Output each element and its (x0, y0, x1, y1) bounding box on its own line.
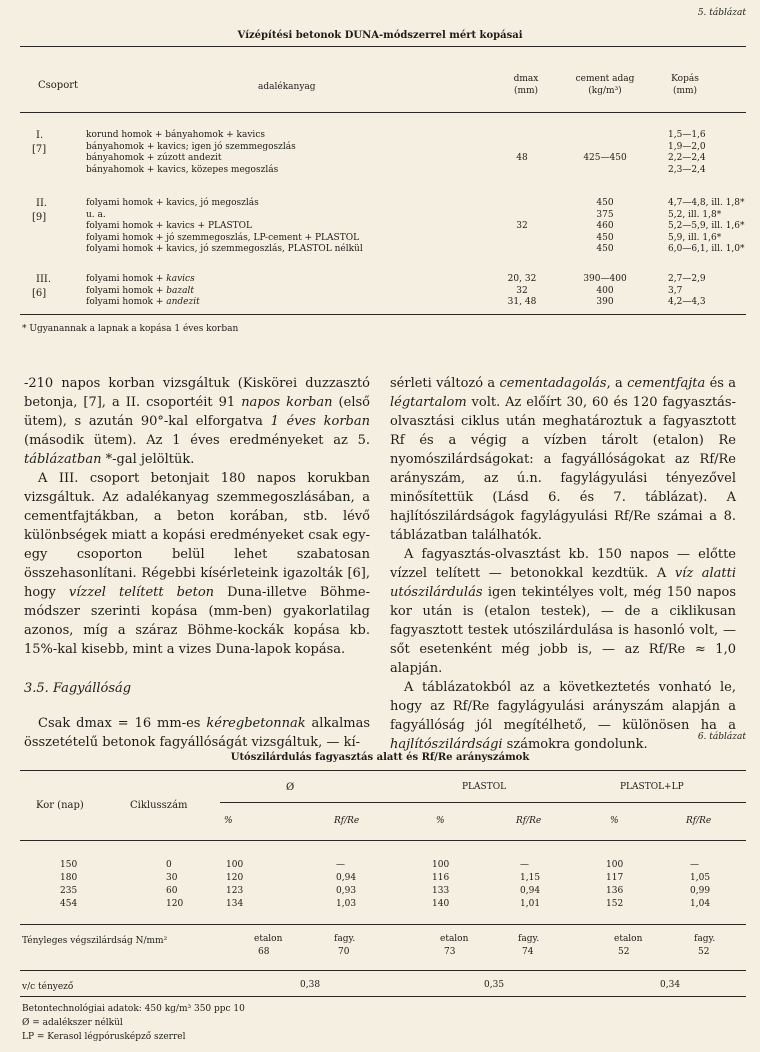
t6-cell-g2-pct: 116 (432, 873, 450, 883)
t6-sub-ratio-1: Rf/Re (334, 816, 360, 826)
section-heading: 3.5. Fagyállóság (24, 681, 132, 696)
t6-header-group-plastol-lp: PLASTOL+LP (620, 782, 684, 792)
t6-strength-etalon-value: 68 (258, 947, 270, 957)
t6-note-3: LP = Kerasol légpórusképző szerrel (22, 1032, 186, 1042)
t5-adalek: folyami homok + kavics + PLASTOL (86, 221, 252, 231)
t6-cell-ciklus: 0 (166, 860, 172, 870)
t6-cell-g3-pct: 152 (606, 899, 624, 909)
t6-cell-g2-ratio: 1,15 (520, 873, 541, 883)
t5-cement: 390—400 (583, 274, 627, 284)
t6-cell-ciklus: 120 (166, 899, 184, 909)
right-paragraph-1: sérleti változó a cementadagolás, a cementfajta és a légtartalom volt. Az előírt 30, 60 és 120 fagyasztás-olvasztási ciklus után meghatároztuk a fagyasztott Rf és a végig a vízben tárolt (etalon) Re nyomószilárdságokat: a fagyállóságokat az Rf/Re arányszám, az ú.n. fagylágyulási tényezővel minősítettük (Lásd 6. és 7. táblázat). A hajlítószilárdságok fagylágyulási Rf/Re számai a 8. táblázatban találhatók. (390, 376, 736, 543)
t5-cement: 390 (596, 297, 614, 307)
t5-header-dmax-unit: (mm) (513, 86, 539, 96)
t6-strength-fagy-value: 52 (698, 947, 710, 957)
t6-cell-g3-ratio: — (690, 860, 699, 870)
t6-vc-label: v/c tényező (22, 982, 74, 992)
t5-kopas: 2,2—2,4 (668, 153, 706, 163)
left-column (24, 374, 370, 752)
t5-header-csoport: Csoport (38, 80, 79, 91)
table5-number: 5. táblázat (697, 8, 746, 18)
t6-cell-g2-ratio: 0,94 (520, 886, 541, 896)
t5-dmax: 31, 48 (507, 297, 537, 307)
right-column (390, 374, 736, 754)
t6-cell-kor: 235 (60, 886, 78, 896)
table6-title: Utószilárdulás fagyasztás alatt és Rf/Re arányszámok (230, 752, 530, 763)
t6-strength-label: Tényleges végszilárdság N/mm² (22, 936, 168, 946)
t5-group-label: I. (36, 130, 44, 141)
t5-adalek: bányahomok + kavics, közepes megoszlás (86, 164, 279, 175)
t6-cell-g1-pct: 123 (226, 886, 244, 896)
t5-group-ref: [9] (32, 212, 47, 223)
t5-group-ref: [6] (32, 288, 47, 299)
t5-kopas: 2,7—2,9 (668, 274, 706, 284)
t6-vc-1: 0,38 (300, 980, 321, 990)
t6-cell-g3-ratio: 0,99 (690, 886, 711, 896)
t6-cell-ciklus: 60 (166, 886, 178, 896)
t6-header-ciklus: Ciklusszám (130, 800, 188, 811)
t6-cell-g1-ratio: 1,03 (336, 899, 357, 909)
t6-sub-pct-1: % (224, 816, 233, 826)
t5-adalek: folyami homok + jó szemmegoszlás, LP-cement + PLASTOL (86, 232, 360, 243)
t6-vc-3: 0,34 (660, 980, 681, 990)
t6-strength-fagy-label: fagy. (518, 934, 540, 944)
t5-header-cement-unit: (kg/m³) (588, 86, 622, 96)
t6-cell-g1-pct: 120 (226, 873, 244, 883)
t5-adalek: bányahomok + kavics; igen jó szemmegoszlás (86, 141, 296, 152)
t5-dmax: 48 (516, 153, 528, 163)
table5-footnote: * Ugyanannak a lapnak a kopása 1 éves korban (22, 324, 239, 334)
t6-cell-g3-ratio: 1,04 (690, 899, 711, 909)
t6-cell-g1-ratio: — (336, 860, 345, 870)
t6-header-group-none: Ø (286, 782, 295, 793)
right-paragraph-3: A táblázatokból az a következtetés vonható le, hogy az Rf/Re fagylágyulási arányszám alapján a fagyállóság jól megítélhető, — különösen ha a hajlítószilárdsági számokra gondolunk. (390, 680, 736, 752)
t6-strength-fagy-value: 70 (338, 947, 350, 957)
t6-strength-etalon-value: 73 (444, 947, 456, 957)
t6-strength-etalon-label: etalon (440, 934, 469, 944)
t6-strength-etalon-label: etalon (254, 934, 283, 944)
t6-cell-g1-pct: 134 (226, 899, 244, 909)
t6-note-1: Betontechnológiai adatok: 450 kg/m³ 350 ppc 10 (22, 1004, 245, 1014)
t5-kopas: 4,7—4,8, ill. 1,8* (668, 198, 745, 208)
t6-cell-g2-ratio: — (520, 860, 529, 870)
t5-kopas: 5,2, ill. 1,8* (668, 209, 722, 220)
t6-cell-g3-ratio: 1,05 (690, 873, 711, 883)
t5-header-dmax: dmax (513, 74, 539, 84)
t6-header-kor: Kor (nap) (36, 800, 84, 811)
t6-strength-etalon-value: 52 (618, 947, 630, 957)
t6-strength-etalon-label: etalon (614, 934, 643, 944)
t5-dmax: 32 (516, 221, 528, 231)
t6-note-2: Ø = adalékszer nélkül (22, 1018, 123, 1028)
t6-sub-ratio-2: Rf/Re (516, 816, 542, 826)
table5-title: Vízépítési betonok DUNA-módszerrel mért kopásai (237, 30, 523, 41)
t5-group-label: II. (36, 198, 48, 209)
t5-dmax: 32 (516, 285, 528, 296)
t5-kopas: 5,9, ill. 1,6* (668, 232, 722, 243)
t6-cell-g2-ratio: 1,01 (520, 899, 541, 909)
left-paragraph-2: A III. csoport betonjait 180 napos korukban vizsgáltuk. Az adalékanyag szemmegoszlásában, a cementfajtákban, a beton korában, stb. lévő különbségek miatt a kopási eredményeket csak egy-egy csoporton belül lehet szabatosan összehasonlítani. Régebbi kísérleteink igazolták [6], hogy vízzel telített beton Duna-illetve Böhme-módszer szerinti kopása (mm-ben) gyakorlatilag azonos, míg a száraz Böhme-kockák kopása kb. 15%-kal kisebb, mint a vizes Duna-lapok kopása. (24, 471, 370, 657)
t6-cell-g3-pct: 100 (606, 860, 624, 870)
left-paragraph-3: Csak dmax = 16 mm-es kéregbetonnak alkalmas összetételű betonok fagyállóságát vizsgáltuk, — kí- (24, 716, 370, 750)
t6-strength-fagy-label: fagy. (334, 934, 356, 944)
t5-adalek: folyami homok + andezit (86, 297, 200, 307)
t5-kopas: 3,7 (668, 285, 683, 296)
t5-kopas: 1,5—1,6 (668, 130, 706, 140)
t5-header-kopas: Kopás (671, 74, 699, 84)
t6-cell-g2-pct: 100 (432, 860, 450, 870)
t5-kopas: 1,9—2,0 (668, 141, 706, 152)
t6-strength-fagy-label: fagy. (694, 934, 716, 944)
t6-sub-pct-3: % (610, 816, 619, 826)
left-paragraph-1: -210 napos korban vizsgáltuk (Kiskörei duzzasztó betonja, [7], a II. csoportéit 91 napos korban (első ütem), s azután 90°-kal elforgatva 1 éves korban (második ütem). Az 1 éves eredményeket az 5. táblázatban *-gal jelöltük. (24, 376, 370, 467)
t5-cement: 450 (596, 244, 614, 254)
t5-cement: 450 (596, 232, 614, 243)
t5-kopas: 5,2—5,9, ill. 1,6* (668, 221, 745, 231)
t5-adalek: u. a. (86, 209, 106, 220)
right-paragraph-2: A fagyasztás-olvasztást kb. 150 napos — előtte vízzel telített — betonokkal kezdtük. A víz alatti utószilárdulás igen tekintélyes volt, még 150 napos kor után is (etalon testek), — de a ciklikusan fagyasztott testek utószilárdulása is hasonló volt, — sőt esetenként még jobb is, — az Rf/Re ≈ 1,0 alapján. (390, 547, 737, 676)
t6-cell-kor: 180 (60, 873, 78, 883)
t6-sub-pct-2: % (436, 816, 445, 826)
t5-adalek: folyami homok + kavics (86, 274, 195, 284)
t5-cement: 400 (596, 285, 614, 296)
t6-cell-g1-ratio: 0,93 (336, 886, 357, 896)
t6-cell-g2-pct: 133 (432, 886, 450, 896)
t5-cement: 425—450 (583, 153, 627, 163)
t6-cell-g3-pct: 117 (606, 873, 624, 883)
t6-vc-2: 0,35 (484, 980, 505, 990)
t5-header-cement: cement adag (575, 74, 635, 84)
t5-cement: 460 (596, 221, 614, 231)
t5-header-adalek: adalékanyag (258, 82, 316, 92)
t6-cell-g3-pct: 136 (606, 886, 624, 896)
t5-kopas: 6,0—6,1, ill. 1,0* (668, 244, 745, 254)
t5-cement: 450 (596, 198, 614, 208)
t6-sub-ratio-3: Rf/Re (686, 816, 712, 826)
t5-adalek: folyami homok + kavics, jó megoszlás (86, 198, 259, 208)
t6-header-group-plastol: PLASTOL (462, 782, 507, 792)
t5-group-ref: [7] (32, 144, 47, 155)
t5-dmax: 20, 32 (507, 274, 537, 284)
t5-kopas: 4,2—4,3 (668, 297, 706, 307)
t5-header-kopas-unit: (mm) (672, 86, 698, 96)
t6-cell-kor: 150 (60, 860, 78, 870)
t6-cell-kor: 454 (60, 899, 78, 909)
t5-kopas: 2,3—2,4 (668, 164, 706, 175)
t5-adalek: bányahomok + zúzott andezit (86, 153, 222, 163)
t6-cell-ciklus: 30 (166, 873, 178, 883)
t5-group-label: III. (36, 274, 52, 285)
table6-number: 6. táblázat (697, 732, 746, 742)
t6-cell-g1-pct: 100 (226, 860, 244, 870)
t5-adalek: korund homok + bányahomok + kavics (86, 130, 265, 140)
t6-strength-fagy-value: 74 (522, 947, 534, 957)
t6-cell-g2-pct: 140 (432, 899, 450, 909)
t5-adalek: folyami homok + bazalt (86, 285, 194, 296)
t6-cell-g1-ratio: 0,94 (336, 873, 357, 883)
t5-adalek: folyami homok + kavics, jó szemmegoszlás, PLASTOL nélkül (86, 244, 363, 254)
t5-cement: 375 (596, 209, 614, 220)
